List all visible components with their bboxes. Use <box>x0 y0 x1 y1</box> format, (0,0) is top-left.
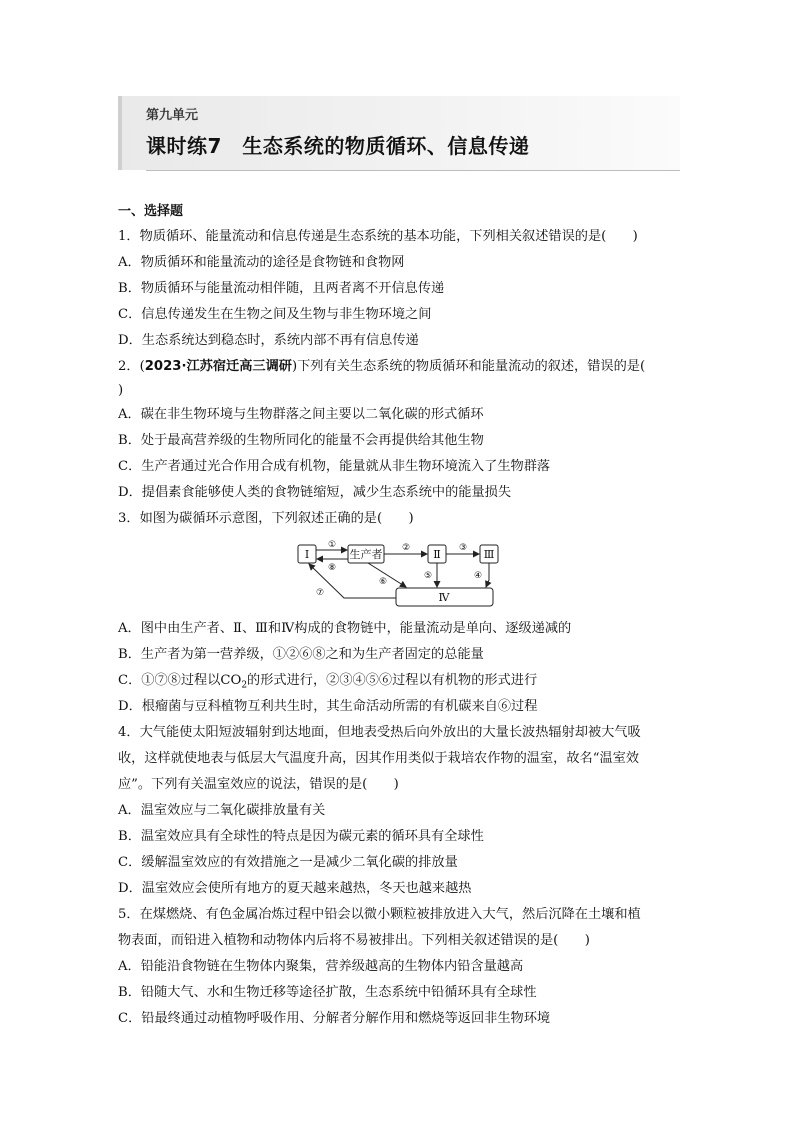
q1-option-d: D．生态系统达到稳态时，系统内部不再有信息传递 <box>118 333 419 348</box>
q2-option-d: D．提倡素食能够使人类的食物链缩短，减少生态系统中的能量损失 <box>118 485 512 500</box>
q5-option-a: A．铅能沿食物链在生物体内聚集，营养级越高的生物体内铅含量越高 <box>118 959 524 974</box>
q4-option-a: A．温室效应与二氧化碳排放量有关 <box>118 803 326 818</box>
q3-option-c <box>118 672 537 695</box>
q2-source: 2023·江苏宿迁高三调研 <box>144 359 292 374</box>
q2-number: 2．( <box>118 359 145 374</box>
section-title: 一、选择题 <box>118 204 184 219</box>
q4-stem-line3: 应”。下列有关温室效应的说法，错误的是( ) <box>118 777 399 792</box>
unit-label: 第九单元 <box>146 108 199 123</box>
q3-option-b: B．生产者为第一营养级，①②⑥⑧之和为生产者固定的总能量 <box>118 647 484 662</box>
num-8: ⑧ <box>327 563 337 573</box>
q2-option-a: A．碳在非生物环境与生物群落之间主要以二氧化碳的形式循环 <box>118 407 484 422</box>
q4-stem-line2: 收，这样就使地表与低层大气温度升高，因其作用类似于栽培农作物的温室，故名“温室效 <box>118 751 640 766</box>
q2-stem-line2: ) <box>118 383 124 398</box>
label-ii: Ⅱ <box>433 548 441 561</box>
q5-stem-line2: 物表面，而铅进入植物和动物体内后将不易被排出。下列相关叙述错误的是( ) <box>118 933 590 948</box>
q1-option-b: B．物质循环与能量流动相伴随，且两者离不开信息传递 <box>118 281 445 296</box>
q1-stem: 1．物质循环、能量流动和信息传递是生态系统的基本功能，下列相关叙述错误的是( ) <box>118 229 638 244</box>
q2-stem-text: )下列有关生态系统的物质循环和能量流动的叙述，错误的是( <box>291 359 646 374</box>
q3-option-a: A．图中由生产者、Ⅱ、Ⅲ和Ⅳ构成的食物链中，能量流动是单向、逐级递减的 <box>118 621 572 636</box>
num-5: ⑤ <box>423 571 433 581</box>
q2-option-c: C．生产者通过光合作用合成有机物，能量就从非生物环境流入了生物群落 <box>118 459 551 474</box>
q2-option-b: B．处于最高营养级的生物所同化的能量不会再提供给其他生物 <box>118 433 484 448</box>
q4-stem-line1: 4．大气能使太阳短波辐射到达地面，但地表受热后向外放出的大量长波热辐射却被大气吸 <box>118 725 641 740</box>
num-2: ② <box>401 543 411 553</box>
num-1: ① <box>327 540 337 550</box>
num-3: ③ <box>458 543 468 553</box>
label-iv: Ⅳ <box>438 591 450 604</box>
carbon-cycle-diagram <box>296 540 500 610</box>
num-4: ④ <box>473 571 483 581</box>
label-iii: Ⅲ <box>483 548 495 561</box>
label-producer: 生产者 <box>349 548 383 561</box>
num-6: ⑥ <box>378 577 388 587</box>
q4-option-d: D．温室效应会使所有地方的夏天越来越热，冬天也越来越热 <box>118 881 472 896</box>
q1-option-c: C．信息传递发生在生物之间及生物与非生物环境之间 <box>118 307 432 322</box>
q2-stem <box>118 358 645 376</box>
q5-option-b: B．铅随大气、水和生物迁移等途径扩散，生态系统中铅循环具有全球性 <box>118 985 537 1000</box>
q3-option-c-pre: C．①⑦⑧过程以CO <box>118 673 242 688</box>
num-7: ⑦ <box>315 588 325 598</box>
arrow-4 <box>486 563 489 587</box>
header-accent-bar <box>118 96 122 170</box>
header-divider <box>146 170 680 171</box>
q4-option-b: B．温室效应具有全球性的特点是因为碳元素的循环具有全球性 <box>118 829 484 844</box>
q1-option-a: A．物质循环和能量流动的途径是食物链和食物网 <box>118 255 405 270</box>
q3-option-c-post: 的形式进行，②③④⑤⑥过程以有机物的形式进行 <box>247 673 538 688</box>
q3-stem: 3．如图为碳循环示意图，下列叙述正确的是( ) <box>118 511 414 526</box>
label-i: Ⅰ <box>304 548 310 561</box>
q4-option-c: C．缓解温室效应的有效措施之一是减少二氧化碳的排放量 <box>118 855 458 870</box>
q3-option-d: D．根瘤菌与豆科植物互利共生时，其生命活动所需的有机碳来自⑥过程 <box>118 699 538 714</box>
q3-option-c-sub: 2 <box>241 680 248 691</box>
lesson-title: 课时练7 生态系统的物质循环、信息传递 <box>146 134 530 158</box>
q5-stem-line1: 5．在煤燃烧、有色金属冶炼过程中铅会以微小颗粒被排放进入大气，然后沉降在土壤和植 <box>118 907 641 922</box>
q5-option-c: C．铅最终通过动植物呼吸作用、分解者分解作用和燃烧等返回非生物环境 <box>118 1011 551 1026</box>
